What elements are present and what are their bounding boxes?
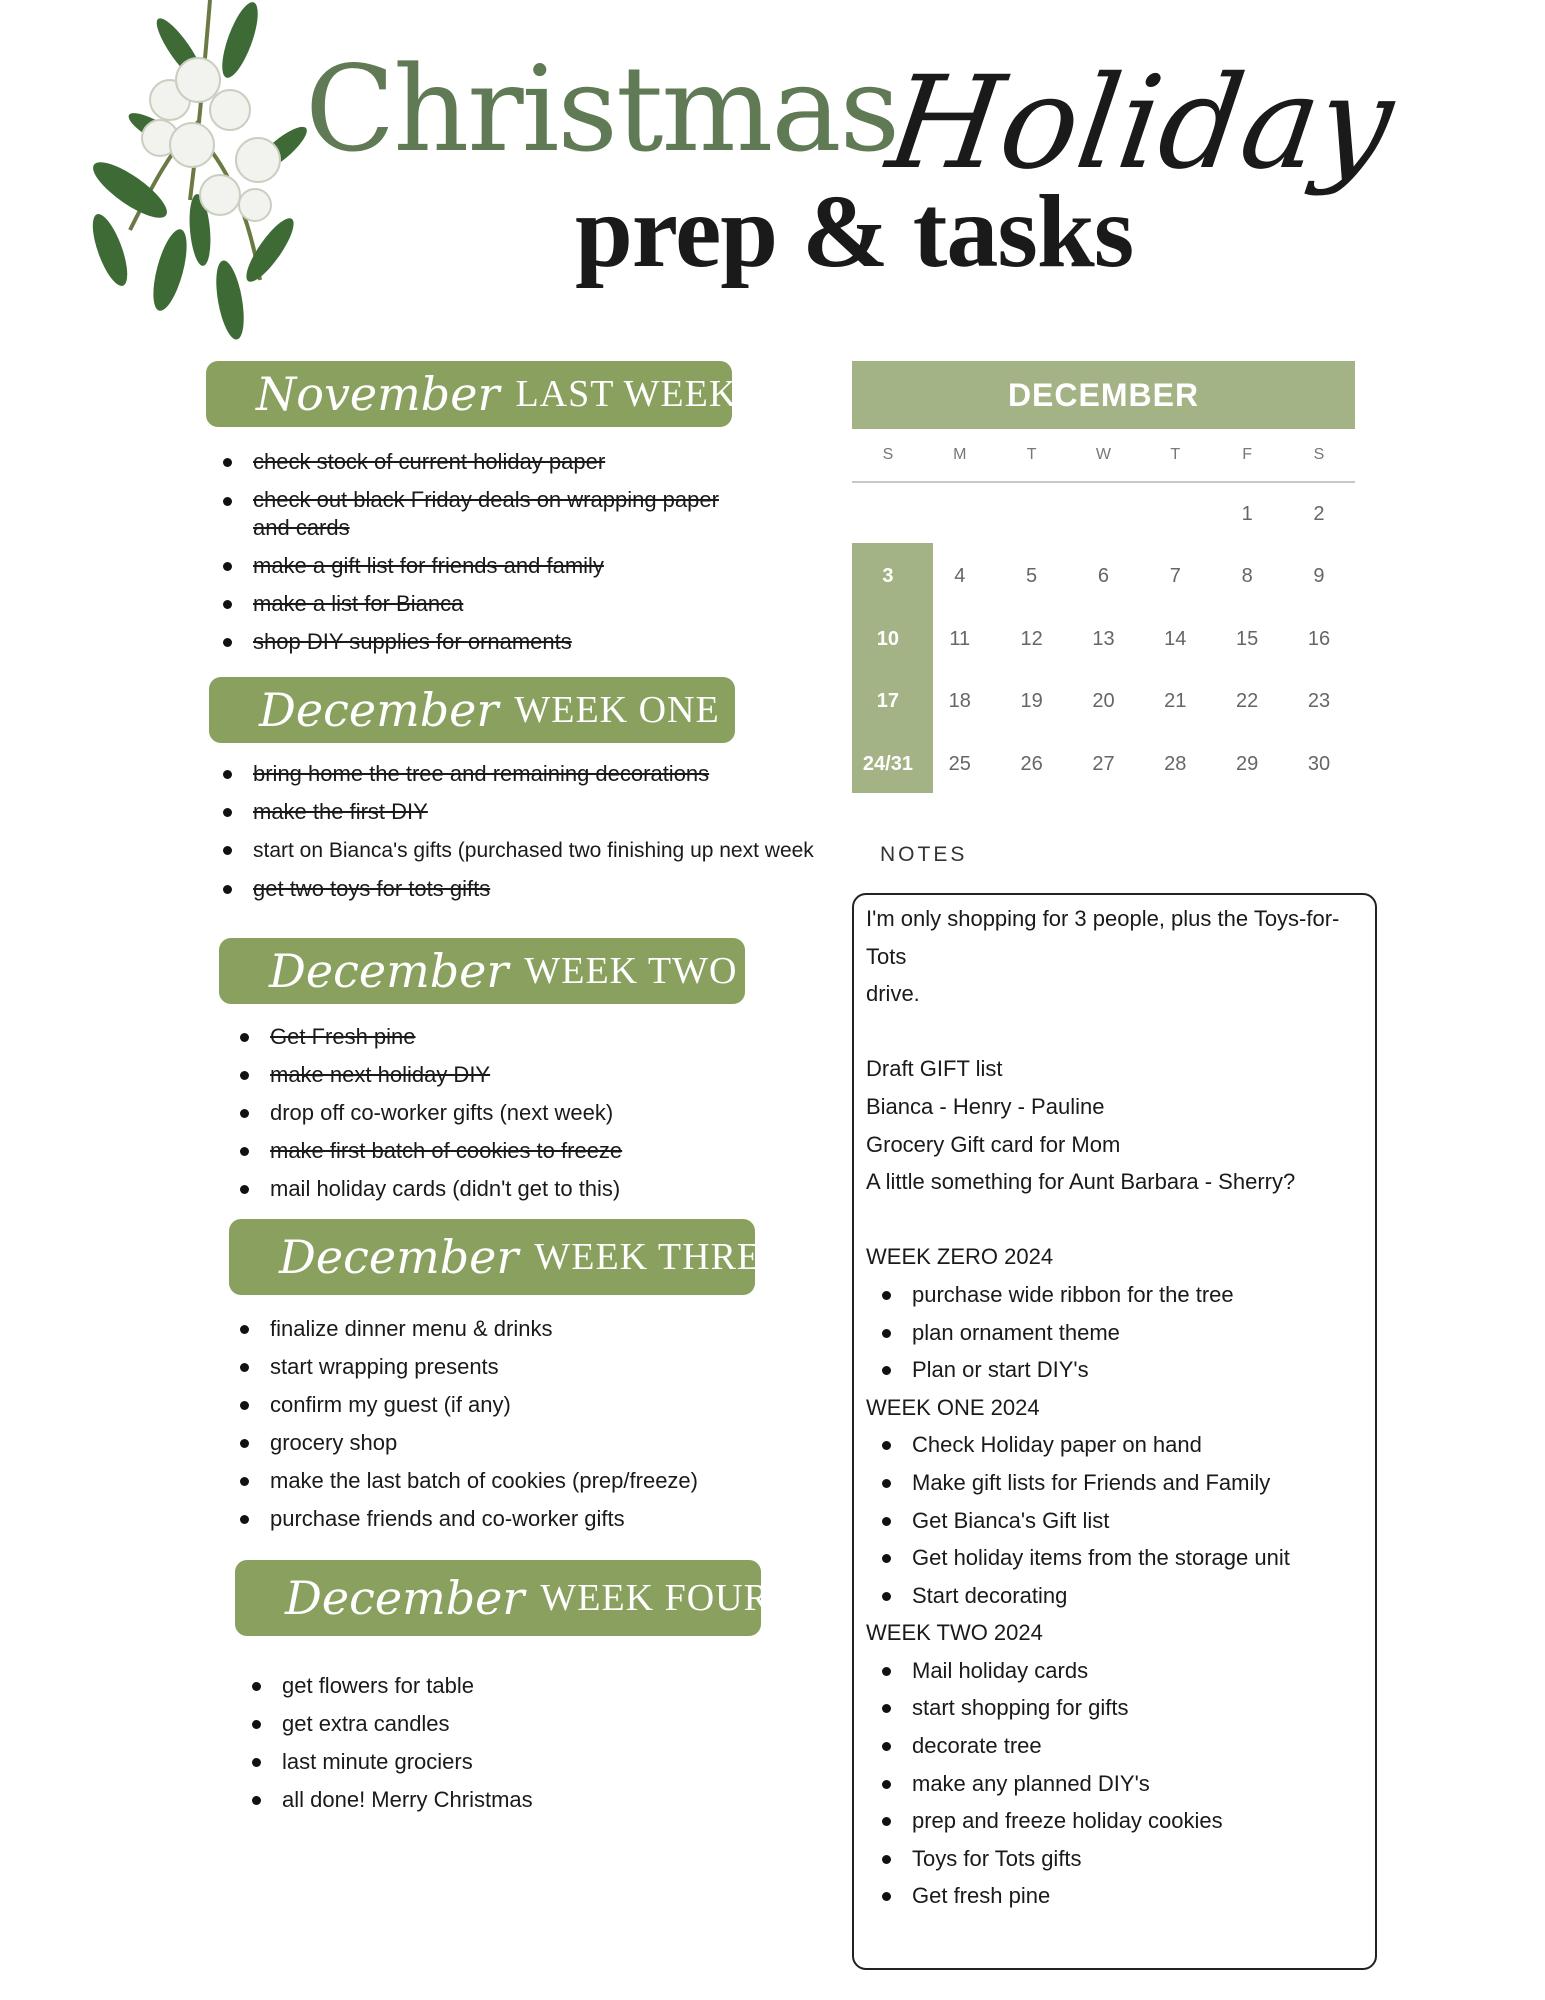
task-item xyxy=(270,1310,790,1348)
calendar-day: 11 xyxy=(949,627,971,650)
weekday-label: M xyxy=(953,446,967,463)
section-header-december-week-four xyxy=(235,1560,770,1636)
task-item xyxy=(253,755,813,793)
bullet-icon xyxy=(882,1892,891,1901)
calendar-day: 21 xyxy=(1164,690,1187,713)
calendar-weekday-row xyxy=(852,429,1355,483)
task-item xyxy=(270,1056,790,1094)
calendar-day: 30 xyxy=(1307,752,1331,775)
notes-item-text: plan ornament theme xyxy=(912,1319,1120,1345)
task-text: bring home the tree and remaining decorations xyxy=(253,761,710,786)
notes-item-text: Get Bianca's Gift list xyxy=(912,1507,1110,1533)
notes-item xyxy=(912,1577,1366,1615)
bullet-icon xyxy=(252,1758,261,1767)
calendar-day: 7 xyxy=(1169,565,1181,588)
section-month: December xyxy=(259,683,499,737)
section-header-december-week-one xyxy=(209,677,735,743)
bullet-icon xyxy=(223,458,232,467)
task-list-december-week-three xyxy=(270,1310,790,1538)
calendar-day: 2 xyxy=(1313,502,1325,525)
subtitle-prep-tasks: prep & tasks xyxy=(575,174,1134,289)
calendar-day: 16 xyxy=(1307,627,1331,650)
notes-line: Draft GIFT list xyxy=(866,1056,1003,1082)
task-text: finalize dinner menu & drinks xyxy=(270,1316,553,1341)
section-header-november-last-week xyxy=(206,361,738,427)
calendar-week-row xyxy=(852,483,1355,546)
task-text: make a list for Bianca xyxy=(253,591,464,616)
calendar-day: 9 xyxy=(1313,565,1325,588)
notes-item xyxy=(912,1539,1366,1577)
bullet-icon xyxy=(882,1704,891,1713)
task-text: check stock of current holiday paper xyxy=(253,449,606,474)
notes-item xyxy=(912,1426,1366,1464)
calendar-day: 8 xyxy=(1241,565,1253,588)
title-christmas: Christmas xyxy=(305,40,899,178)
bullet-icon xyxy=(882,1780,891,1789)
notes-item-text: Toys for Tots gifts xyxy=(912,1845,1082,1871)
task-text: purchase friends and co-worker gifts xyxy=(270,1506,625,1531)
bullet-icon xyxy=(240,1071,249,1080)
notes-item-text: start shopping for gifts xyxy=(912,1695,1129,1721)
bullet-icon xyxy=(252,1720,261,1729)
bullet-icon xyxy=(252,1682,261,1691)
task-item xyxy=(282,1743,802,1781)
bullet-icon xyxy=(240,1185,249,1194)
task-item xyxy=(282,1781,802,1819)
bullet-icon xyxy=(240,1325,249,1334)
weekday-label: S xyxy=(1313,446,1325,463)
notes-item-text: decorate tree xyxy=(912,1733,1042,1759)
calendar-day: 5 xyxy=(1026,565,1038,588)
calendar-week-row xyxy=(852,546,1355,609)
calendar-december xyxy=(852,361,1355,796)
calendar-day: 22 xyxy=(1236,690,1259,713)
bullet-icon xyxy=(223,600,232,609)
notes-group-heading: WEEK ZERO 2024 xyxy=(866,1244,1054,1270)
section-month: December xyxy=(279,1230,519,1284)
section-week: LAST WEEK xyxy=(515,373,738,415)
bullet-icon xyxy=(882,1479,891,1488)
task-item xyxy=(270,1094,790,1132)
task-text: make first batch of cookies to freeze xyxy=(270,1138,623,1163)
notes-item-text: Get fresh pine xyxy=(912,1883,1051,1909)
bullet-icon xyxy=(882,1667,891,1676)
task-list-december-week-one xyxy=(253,755,813,908)
bullet-icon xyxy=(240,1439,249,1448)
notes-line: A little something for Aunt Barbara - Sherry? xyxy=(866,1169,1296,1195)
bullet-icon xyxy=(240,1515,249,1524)
task-item xyxy=(270,1424,790,1462)
notes-list xyxy=(866,1426,1366,1614)
notes-item xyxy=(912,1802,1366,1840)
calendar-day: 28 xyxy=(1164,752,1187,775)
notes-line: drive. xyxy=(866,981,920,1007)
bullet-icon xyxy=(882,1592,891,1601)
task-item xyxy=(270,1018,790,1056)
task-text: all done! Merry Christmas xyxy=(282,1787,533,1812)
notes-item-text: Mail holiday cards xyxy=(912,1657,1089,1683)
task-text: make the last batch of cookies (prep/freeze) xyxy=(270,1468,698,1493)
task-item xyxy=(282,1705,802,1743)
calendar-day: 23 xyxy=(1307,690,1331,713)
task-item xyxy=(253,831,813,870)
task-text: make a gift list for friends and family xyxy=(253,553,604,578)
notes-content xyxy=(866,900,1366,1915)
task-text: make next holiday DIY xyxy=(270,1062,491,1087)
section-header-december-week-two xyxy=(219,938,745,1004)
task-item xyxy=(270,1132,790,1170)
task-text: Get Fresh pine xyxy=(270,1024,416,1049)
notes-item xyxy=(912,1314,1366,1352)
bullet-icon xyxy=(882,1855,891,1864)
calendar-day: 13 xyxy=(1092,627,1115,650)
task-item xyxy=(270,1170,790,1208)
task-item xyxy=(253,623,773,661)
notes-line: Grocery Gift card for Mom xyxy=(866,1131,1121,1157)
bullet-icon xyxy=(240,1033,249,1042)
bullet-icon xyxy=(252,1796,261,1805)
task-text: start on Bianca's gifts (purchased two finishing up next week xyxy=(253,839,814,862)
notes-line: Bianca - Henry - Pauline xyxy=(866,1093,1105,1119)
notes-item xyxy=(912,1464,1366,1502)
notes-list xyxy=(866,1652,1366,1915)
task-text: get extra candles xyxy=(282,1711,450,1736)
weekday-label: W xyxy=(1095,446,1111,463)
bullet-icon xyxy=(240,1363,249,1372)
section-week: WEEK ONE xyxy=(514,689,720,731)
notes-item xyxy=(912,1351,1366,1389)
calendar-day: 10 xyxy=(876,627,900,650)
weekday-label: S xyxy=(882,446,894,463)
task-item xyxy=(253,870,813,908)
notes-item-text: Start decorating xyxy=(912,1582,1068,1608)
calendar-day: 1 xyxy=(1241,502,1253,525)
notes-item xyxy=(912,1840,1366,1878)
section-week: WEEK THREE xyxy=(534,1236,786,1278)
calendar-day: 15 xyxy=(1236,627,1259,650)
task-list-december-week-four xyxy=(282,1667,802,1819)
notes-group-heading: WEEK TWO 2024 xyxy=(866,1620,1043,1646)
bullet-icon xyxy=(882,1517,891,1526)
task-item xyxy=(270,1348,790,1386)
task-text: confirm my guest (if any) xyxy=(270,1392,511,1417)
mistletoe-illustration xyxy=(70,0,330,350)
bullet-icon xyxy=(882,1329,891,1338)
notes-item xyxy=(912,1689,1366,1727)
title-holiday: Holiday xyxy=(879,49,1402,198)
task-text: get two toys for tots gifts xyxy=(253,876,491,901)
task-text: start wrapping presents xyxy=(270,1354,499,1379)
notes-group-heading: WEEK ONE 2024 xyxy=(866,1394,1040,1420)
task-text: shop DIY supplies for ornaments xyxy=(253,629,572,654)
task-item xyxy=(270,1462,790,1500)
task-text: last minute grociers xyxy=(282,1749,473,1774)
notes-item xyxy=(912,1652,1366,1690)
notes-item-text: make any planned DIY's xyxy=(912,1770,1150,1796)
weekday-label: F xyxy=(1242,446,1253,463)
calendar-day: 25 xyxy=(948,752,971,775)
notes-item-text: Plan or start DIY's xyxy=(912,1357,1089,1383)
bullet-icon xyxy=(223,808,232,817)
bullet-icon xyxy=(882,1366,891,1375)
bullet-icon xyxy=(223,562,232,571)
bullet-icon xyxy=(240,1109,249,1118)
task-text: mail holiday cards (didn't get to this) xyxy=(270,1176,621,1201)
notes-item-text: Get holiday items from the storage unit xyxy=(912,1545,1290,1571)
task-item xyxy=(282,1667,802,1705)
bullet-icon xyxy=(240,1147,249,1156)
bullet-icon xyxy=(882,1817,891,1826)
notes-item-text: prep and freeze holiday cookies xyxy=(912,1808,1223,1834)
section-week: WEEK TWO xyxy=(524,950,738,992)
section-month: December xyxy=(269,944,509,998)
section-month: December xyxy=(285,1571,525,1625)
bullet-icon xyxy=(240,1401,249,1410)
task-list-december-week-two xyxy=(270,1018,790,1208)
bullet-icon xyxy=(223,846,232,855)
notes-item xyxy=(912,1502,1366,1540)
calendar-week-row xyxy=(852,671,1355,734)
calendar-day: 12 xyxy=(1020,627,1043,650)
task-text: check out black Friday deals on wrapping paper and cards xyxy=(253,487,719,540)
task-text: grocery shop xyxy=(270,1430,398,1455)
calendar-day: 26 xyxy=(1020,752,1043,775)
notes-line: I'm only shopping for 3 people, plus the Toys-for-Tots xyxy=(866,906,1340,969)
calendar-day: 6 xyxy=(1097,565,1110,588)
calendar-day: 3 xyxy=(882,565,894,588)
calendar-week-row xyxy=(852,733,1355,796)
calendar-day: 29 xyxy=(1236,752,1259,775)
bullet-icon xyxy=(223,770,232,779)
notes-item-text: Make gift lists for Friends and Family xyxy=(912,1469,1271,1495)
bullet-icon xyxy=(223,638,232,647)
task-text: make the first DIY xyxy=(253,799,428,824)
section-month: November xyxy=(256,367,500,421)
calendar-day: 4 xyxy=(954,565,966,588)
calendar-day: 19 xyxy=(1020,690,1043,713)
calendar-month-title: DECEMBER xyxy=(852,361,1355,429)
bullet-icon xyxy=(882,1742,891,1751)
calendar-day: 24/31 xyxy=(862,752,913,775)
calendar-week-row xyxy=(852,608,1355,671)
weekday-label: T xyxy=(1026,446,1037,463)
notes-item-text: purchase wide ribbon for the tree xyxy=(912,1281,1234,1307)
notes-item-text: Check Holiday paper on hand xyxy=(912,1432,1202,1458)
task-item xyxy=(253,481,753,547)
section-week: WEEK FOUR xyxy=(540,1577,770,1619)
task-item xyxy=(253,793,813,831)
task-item xyxy=(253,547,773,585)
bullet-icon xyxy=(882,1291,891,1300)
notes-item xyxy=(912,1727,1366,1765)
calendar-day: 14 xyxy=(1164,627,1187,650)
task-text: get flowers for table xyxy=(282,1673,474,1698)
task-item xyxy=(253,585,773,623)
calendar-day: 27 xyxy=(1092,752,1115,775)
notes-item xyxy=(912,1765,1366,1803)
task-item xyxy=(270,1386,790,1424)
section-header-december-week-three xyxy=(229,1219,786,1295)
task-item xyxy=(270,1500,790,1538)
bullet-icon xyxy=(882,1441,891,1450)
task-list-november-last-week xyxy=(253,443,773,661)
bullet-icon xyxy=(882,1554,891,1563)
bullet-icon xyxy=(223,885,232,894)
bullet-icon xyxy=(240,1477,249,1486)
notes-list xyxy=(866,1276,1366,1389)
notes-item xyxy=(912,1276,1366,1314)
task-text: drop off co-worker gifts (next week) xyxy=(270,1100,614,1125)
calendar-day: 20 xyxy=(1092,690,1115,713)
notes-label: NOTES xyxy=(880,843,968,866)
weekday-label: T xyxy=(1170,446,1181,463)
notes-item xyxy=(912,1877,1366,1915)
bullet-icon xyxy=(223,497,232,506)
task-item xyxy=(253,443,773,481)
calendar-day: 17 xyxy=(876,690,900,713)
calendar-day: 18 xyxy=(948,690,971,713)
